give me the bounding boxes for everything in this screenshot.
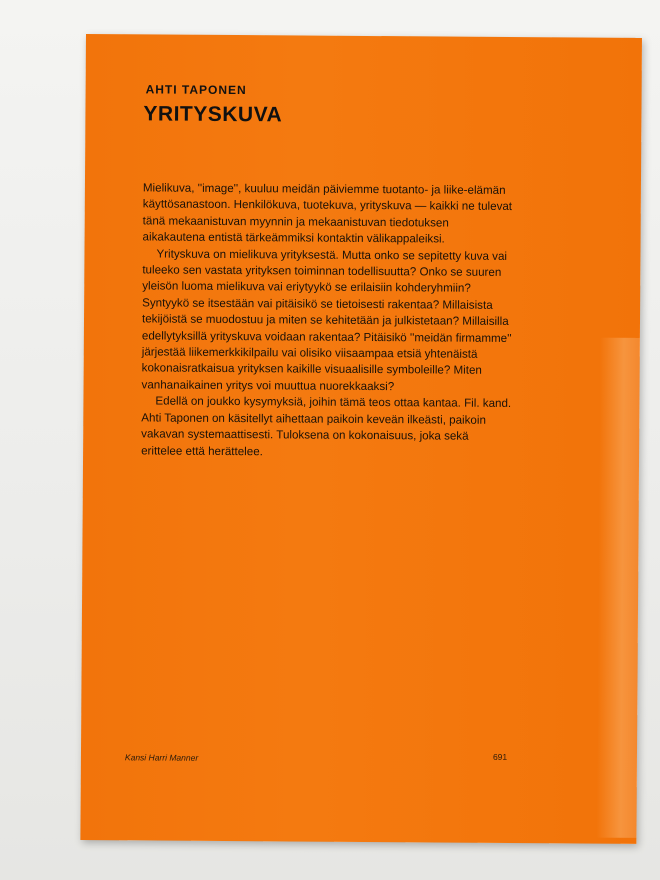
book-title: YRITYSKUVA (143, 102, 283, 127)
blurb-paragraph: Yrityskuva on mielikuva yrityksestä. Mutta onko se sepitetty kuva vai tuleeko sen vastata yrityksen toiminnan todellisuutta? Onko se suuren yleisön luoma mielikuva vai eriytyykö se erilaisiin kohderyhmiin? Syntyykö se itsestään vai pitäisikö se tietoisesti rakentaa? Millaisista tekijöistä se muodostuu ja miten se kehitetään ja julkistetaan? Millaisilla edellytyksillä yrityskuva voidaan rakentaa? Pitäisikö ''meidän firmamme'' järjestää liikemerkkikilpailu vai olisiko viisaampaa etsiä yhtenäistä kokonaisratkaisua yrityksen kaikille visuaalisille symboleille? Miten vanhanaikainen yritys voi muuttua nuorekkaaksi? (141, 247, 512, 394)
book-back-cover (80, 34, 642, 844)
blurb-paragraph: Edellä on joukko kysymyksiä, joihin tämä teos ottaa kantaa. Fil. kand. Ahti Taponen on käsitellyt aihettaan paikoin keveän ilkeästi, paikoin vakavan systemaattisesti. Tuloksena on kokonaisuus, joka sekä erittelee että herättelee. (141, 394, 512, 458)
blurb-text (141, 180, 513, 461)
author-name: AHTI TAPONEN (145, 82, 247, 98)
catalog-number: 691 (492, 751, 508, 762)
cover-credit: Kansi Harri Manner (124, 752, 199, 763)
blurb-paragraph: Mielikuva, ''image'', kuuluu meidän päiviemme tuotanto- ja liike-elämän käyttösanastoon. Henkilökuva, tuotekuva, yrityskuva — kaikki ne tulevat tänä mekaanistuvan myynnin ja mekaanistuvan tiedotuksen aikakautena entistä tärkeämmiksi kontaktin välikappaleiksi. (142, 181, 513, 246)
